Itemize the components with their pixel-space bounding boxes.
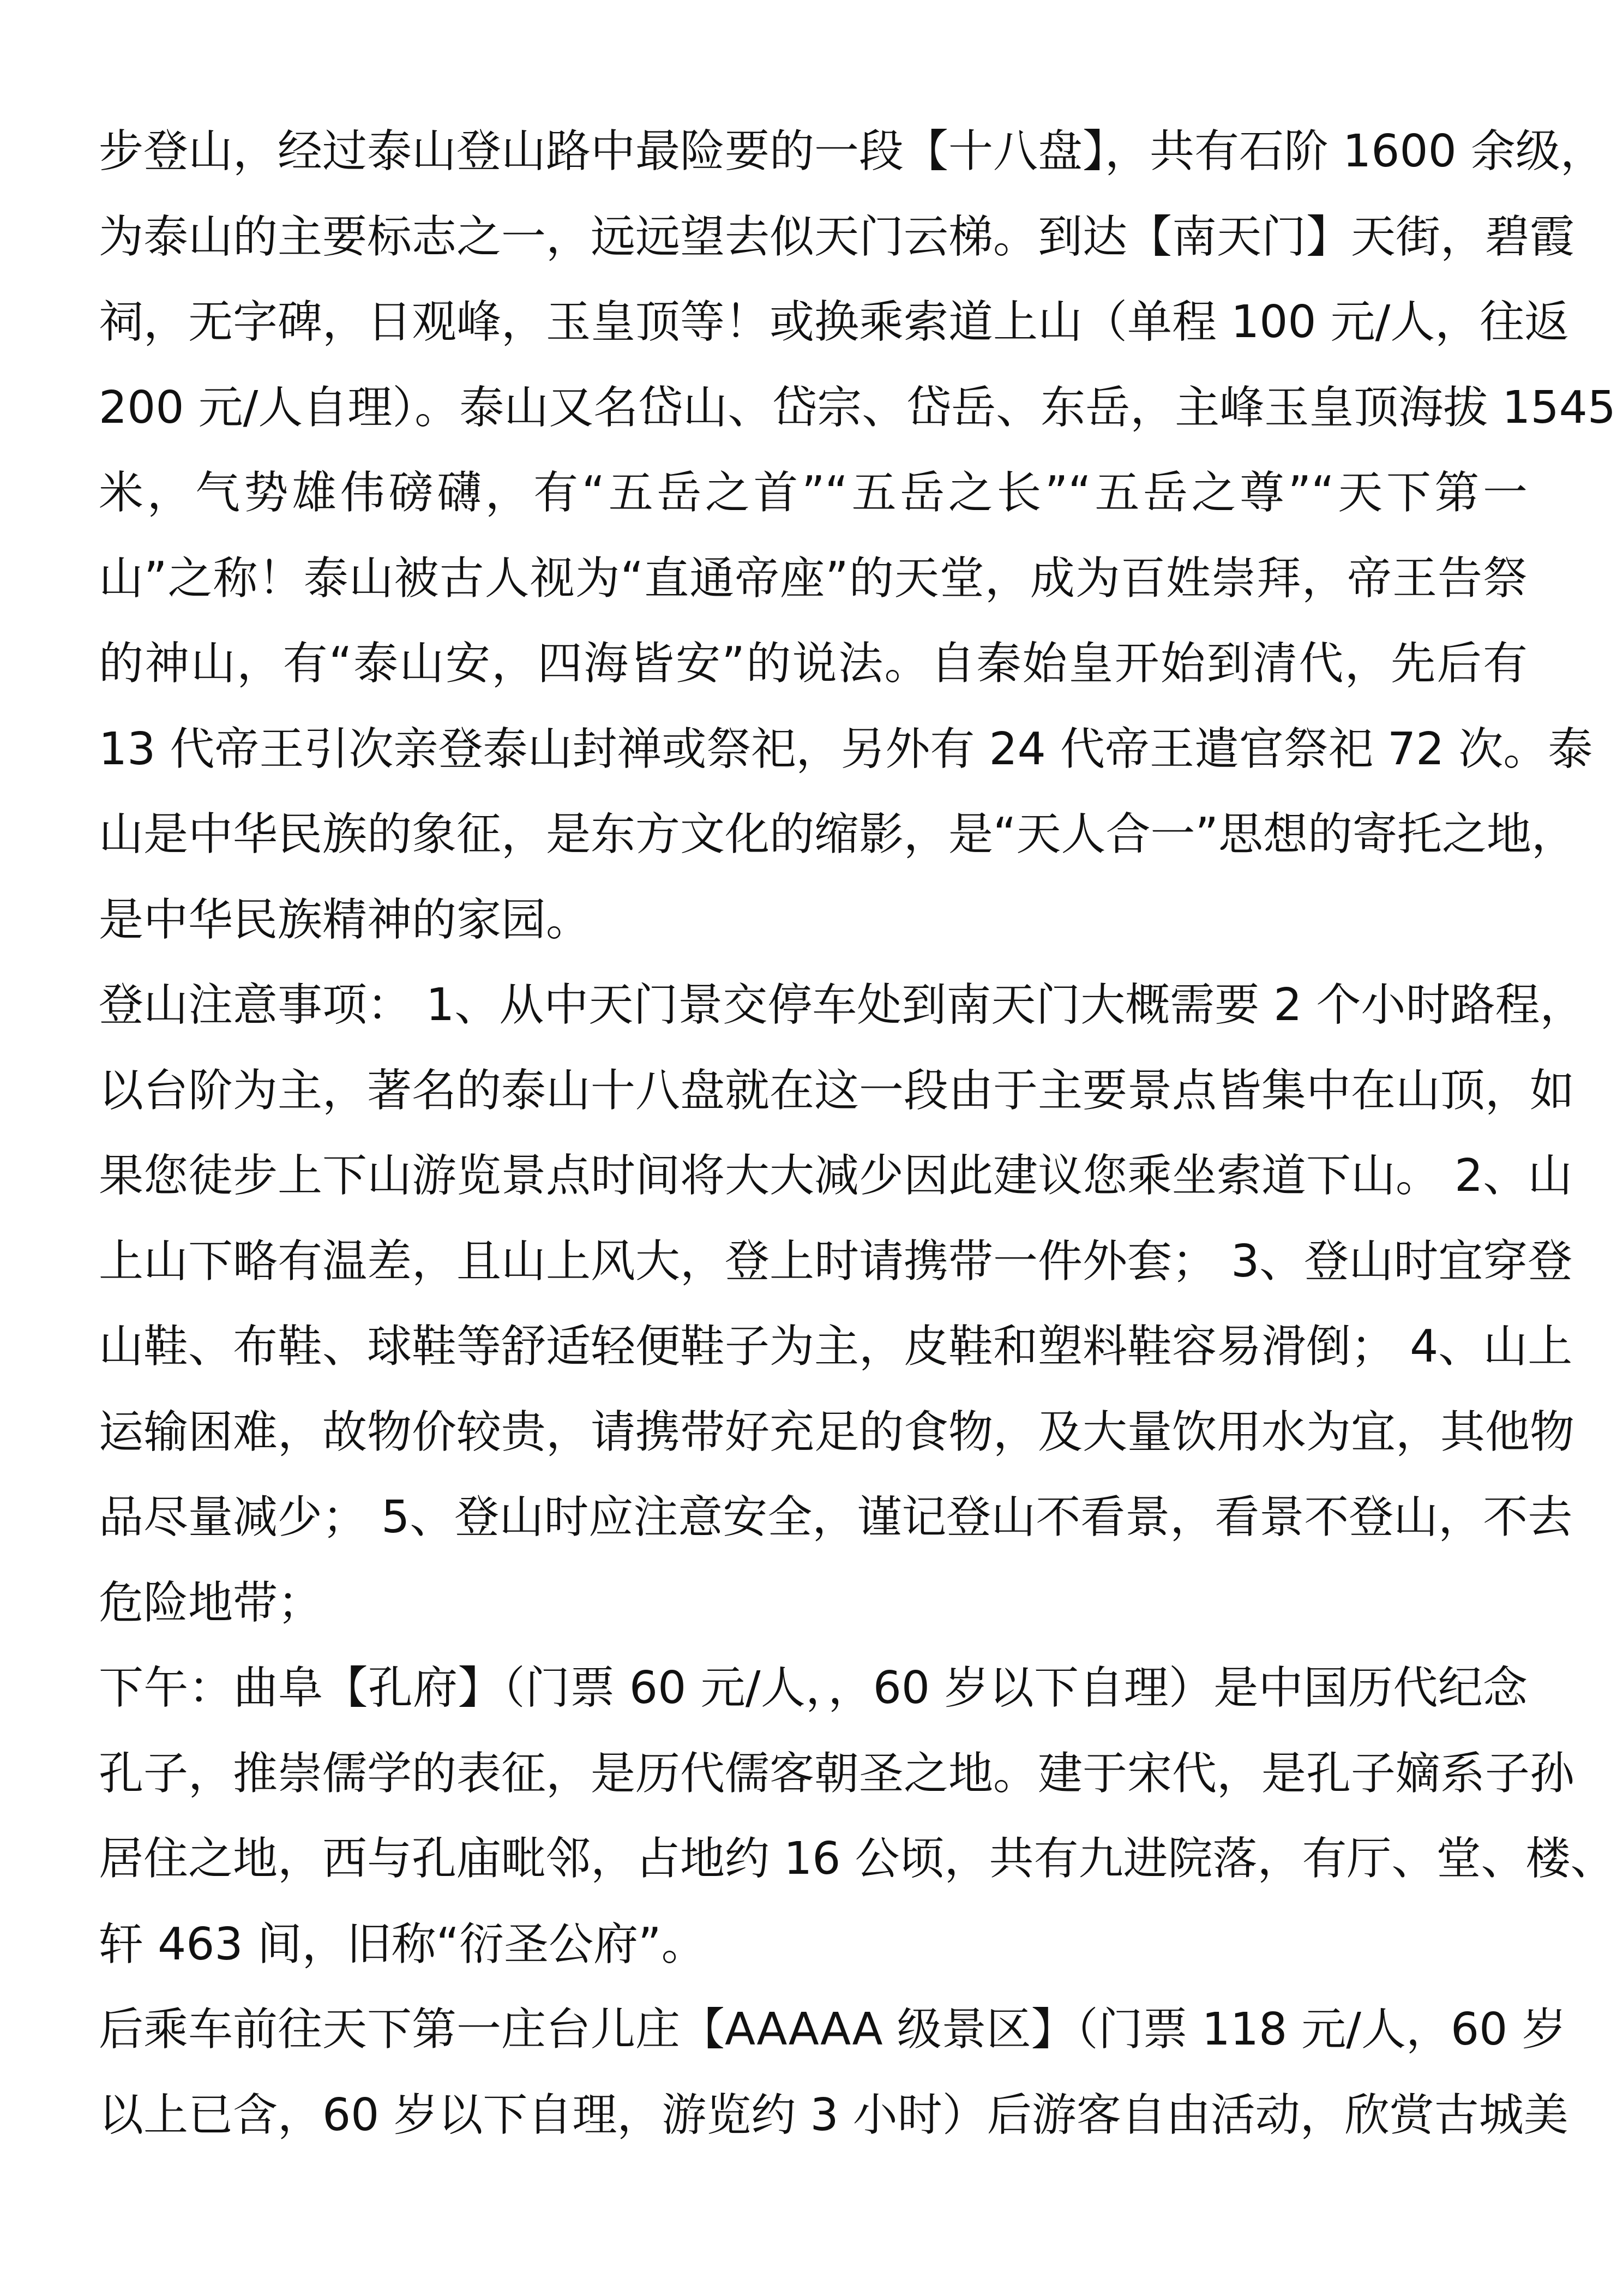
text-line-13: 果您徒步上下山游览景点时间将大大减少因此建议您乘坐索道下山。 2、山 bbox=[99, 1150, 1573, 1202]
text-line-21: 居住之地，西与孔庙毗邻，占地约 16 公顷，共有九进院落，有厅、堂、楼、 bbox=[99, 1833, 1615, 1885]
text-line-6: 山”之称！泰山被古人视为“直通帝座”的天堂，成为百姓崇拜，帝王告祭 bbox=[99, 552, 1528, 604]
text-line-23: 后乘车前往天下第一庄台儿庄【AAAAA 级景区】（门票 118 元/人，60 岁 bbox=[99, 2004, 1567, 2055]
text-line-3: 祠，无字碑，日观峰，玉皇顶等！或换乘索道上山（单程 100 元/人，往返 bbox=[99, 296, 1570, 348]
text-line-22: 轩 463 间，旧称“衍圣公府”。 bbox=[99, 1918, 706, 1970]
text-line-11: 登山注意事项： 1、从中天门景交停车处到南天门大概需要 2 个小时路程， bbox=[99, 979, 1585, 1031]
text-line-19: 下午：曲阜【孔府】（门票 60 元/人，，60 岁以下自理）是中国历代纪念 bbox=[99, 1662, 1528, 1714]
text-line-10: 是中华民族精神的家园。 bbox=[99, 894, 591, 946]
itinerary-text bbox=[99, 109, 1616, 2158]
text-line-1: 步登山，经过泰山登山路中最险要的一段【十八盘】，共有石阶 1600 余级， bbox=[99, 125, 1605, 177]
text-line-20: 孔子，推崇儒学的表征，是历代儒客朝圣之地。建于宋代，是孔子嫡系子孙 bbox=[99, 1747, 1575, 1800]
text-line-17: 品尽量减少； 5、登山时应注意安全，谨记登山不看景，看景不登山，不去 bbox=[99, 1491, 1573, 1543]
text-line-16: 运输困难，故物价较贵，请携带好充足的食物，及大量饮用水为宜，其他物 bbox=[99, 1406, 1575, 1458]
text-line-2: 为泰山的主要标志之一，远远望去似天门云梯。到达【南天门】天街，碧霞 bbox=[99, 211, 1575, 263]
text-line-7: 的神山，有“泰山安，四海皆安”的说法。自秦始皇开始到清代，先后有 bbox=[99, 638, 1528, 690]
text-line-8: 13 代帝王引次亲登泰山封禅或祭祀，另外有 24 代帝王遣官祭祀 72 次。泰 bbox=[99, 723, 1593, 775]
text-line-15: 山鞋、布鞋、球鞋等舒适轻便鞋子为主，皮鞋和塑料鞋容易滑倒； 4、山上 bbox=[99, 1321, 1573, 1372]
text-line-12: 以台阶为主，著名的泰山十八盘就在这一段由于主要景点皆集中在山顶，如 bbox=[99, 1064, 1575, 1117]
text-line-9: 山是中华民族的象征，是东方文化的缩影，是“天人合一”思想的寄托之地， bbox=[99, 808, 1576, 860]
text-line-24: 以上已含，60 岁以下自理，游览约 3 小时）后游客自由活动，欣赏古城美 bbox=[99, 2089, 1568, 2141]
text-line-18: 危险地带； bbox=[99, 1576, 323, 1629]
text-line-4: 200 元/人自理）。泰山又名岱山、岱宗、岱岳、东岳，主峰玉皇顶海拔 1545 bbox=[99, 381, 1616, 434]
text-line-14: 上山下略有温差，且山上风大，登上时请携带一件外套； 3、登山时宜穿登 bbox=[99, 1235, 1573, 1287]
text-line-5: 米，气势雄伟磅礴，有“五岳之首”“五岳之长”“五岳之尊”“天下第一 bbox=[99, 467, 1528, 519]
